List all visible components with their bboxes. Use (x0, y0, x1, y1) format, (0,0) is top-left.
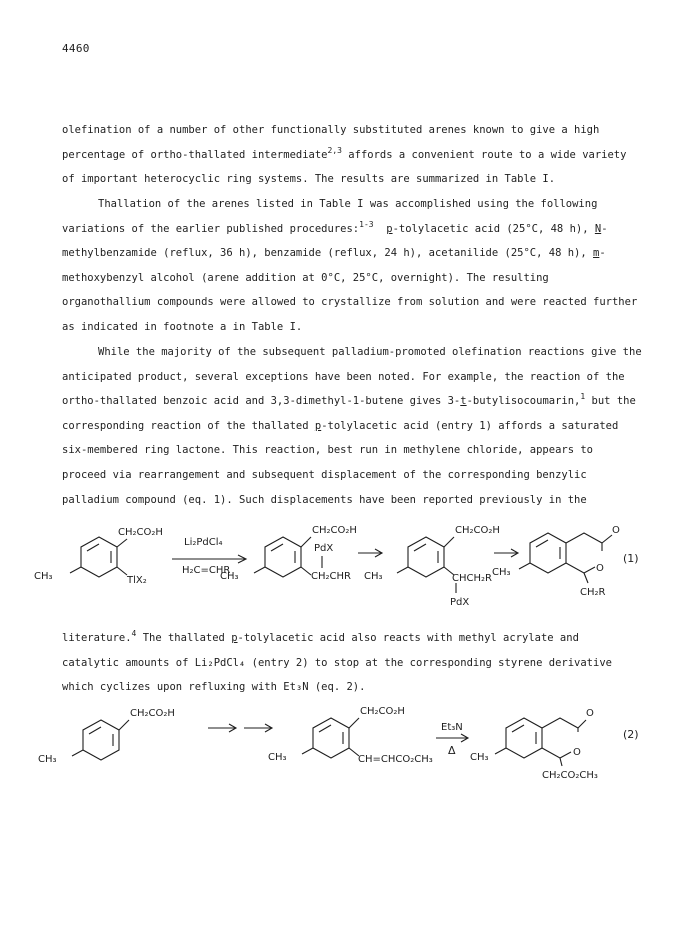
substituent: PdX (314, 543, 334, 554)
eq1-figure (0, 515, 680, 610)
text-line: as indicated in footnote a in Table I. (62, 320, 303, 333)
text-fragment: -butylisocoumarin, (466, 395, 581, 408)
benzene-ring (408, 537, 444, 577)
text-fragment: variations of the earlier published procedures: (62, 222, 360, 235)
italic-prefix: m (593, 247, 600, 260)
substituent: CH₂CO₂H (130, 708, 175, 719)
text-line: anticipated product, several exceptions have been noted. For example, the reaction of the (62, 370, 625, 383)
benzene-ring (506, 718, 542, 758)
text-line: While the majority of the subsequent palladium-promoted olefination reactions give the (98, 346, 642, 358)
text-line: olefination of a number of other functionally substituted arenes known to give a high (62, 124, 600, 136)
text-line (62, 389, 636, 414)
benzene-ring (265, 537, 301, 577)
eq2-figure (0, 700, 680, 785)
text-fragment: percentage of ortho-thallated intermediate (62, 148, 328, 161)
substituent: CH₃ (268, 752, 287, 763)
text-line (62, 414, 622, 439)
substituent: CH₂CO₂H (455, 525, 500, 536)
substituent: CH₃ (364, 571, 383, 582)
text-fragment: -tolylacetic acid also reacts with methyl acrylate and (237, 632, 579, 644)
citation: 1 (580, 392, 586, 402)
text-fragment: but the (585, 395, 636, 408)
substituent: CH₃ (220, 571, 239, 582)
text-fragment: - (601, 222, 608, 235)
text-line: organothallium compounds were allowed to crystallize from solution and were reacted further (62, 296, 638, 309)
substituent: TlX₂ (127, 575, 147, 586)
italic-prefix: p (314, 419, 322, 432)
reaction-scheme-2 (0, 700, 680, 785)
text-line (62, 626, 622, 651)
atom-label: O (586, 708, 594, 719)
text-line (62, 241, 622, 266)
substituent: CH₂CO₂H (360, 706, 405, 717)
text-fragment: -tolylacetic acid (entry 1) affords a saturated (321, 419, 619, 432)
italic-prefix: N (594, 222, 602, 235)
reagent: Li₂PdCl₄ (184, 537, 223, 548)
text-line: methoxybenzyl alcohol (arene addition at 0°C, 25°C, overnight). The resulting (62, 271, 549, 284)
italic-prefix: p (386, 222, 393, 235)
substituent: CH₂CHR (311, 571, 351, 582)
text-fragment: -tolylacetic acid (25°C, 48 h), (392, 222, 589, 235)
substituent: CH₂CO₂CH₃ (542, 770, 598, 781)
text-line (62, 217, 622, 242)
text-line: catalytic amounts of Li₂PdCl₄ (entry 2) to stop at the corresponding styrene derivative (62, 656, 612, 669)
paragraph-3 (62, 340, 642, 512)
substituent: CH₃ (492, 567, 511, 578)
benzene-ring (83, 720, 119, 760)
paragraph-4 (62, 626, 622, 700)
text-line: Thallation of the arenes listed in Table I was accomplished using the following (98, 198, 598, 210)
equation-number: (2) (623, 728, 639, 741)
equation-number: (1) (623, 552, 639, 565)
atom-label: O (573, 747, 581, 758)
citation: 1-3 (359, 219, 374, 229)
benzene-ring (530, 533, 566, 573)
citation: 4 (131, 629, 137, 638)
citation: 2,3 (327, 145, 342, 155)
reagent: Et₃N (441, 722, 463, 733)
substituent: CH₃ (34, 571, 53, 582)
substituent: PdX (450, 597, 470, 608)
text-fragment: affords a convenient route to a wide variety (348, 148, 627, 161)
text-line: six-membered ring lactone. This reaction, best run in methylene chloride, appears to (62, 444, 594, 457)
text-fragment: - (599, 247, 606, 260)
reaction-scheme-1 (0, 515, 680, 610)
text-fragment: The thallated (136, 632, 232, 644)
benzene-ring (313, 718, 349, 758)
text-fragment: ortho-thallated benzoic acid and 3,3-dimethyl-1-butene gives 3- (62, 395, 461, 408)
reagent: Δ (448, 744, 456, 757)
page-number: 4460 (62, 42, 90, 55)
paragraph-2 (62, 192, 638, 340)
substituent: CHCH₂R (452, 573, 492, 584)
substituent: CH₂R (580, 587, 606, 598)
substituent: CH₃ (38, 754, 57, 765)
italic-prefix: t (460, 395, 467, 408)
benzene-ring (81, 537, 117, 577)
text-line (62, 143, 627, 168)
paragraph-1 (62, 118, 627, 192)
text-line: proceed via rearrangement and subsequent displacement of the corresponding benzylic (62, 468, 587, 481)
text-line: which cyclizes upon refluxing with Et₃N (eq. 2). (62, 681, 366, 694)
substituent: CH=CHCO₂CH₃ (358, 754, 433, 765)
text-line: of important heterocyclic ring systems. The results are summarized in Table I. (62, 173, 556, 186)
substituent: CH₂CO₂H (312, 525, 357, 536)
reagent: H₂C=CHR (182, 565, 231, 576)
text-fragment: methylbenzamide (reflux, 36 h), benzamide (reflux, 24 h), acetanilide (25°C, 48 h), (62, 247, 587, 260)
atom-label: O (596, 563, 604, 574)
text-fragment: literature. (62, 632, 132, 644)
italic-prefix: p (231, 632, 238, 644)
substituent: CH₃ (470, 752, 489, 763)
substituent: CH₂CO₂H (118, 527, 163, 538)
atom-label: O (612, 525, 620, 536)
text-fragment: corresponding reaction of the thallated (62, 419, 315, 432)
text-line: palladium compound (eq. 1). Such displacements have been reported previously in the (62, 493, 587, 506)
